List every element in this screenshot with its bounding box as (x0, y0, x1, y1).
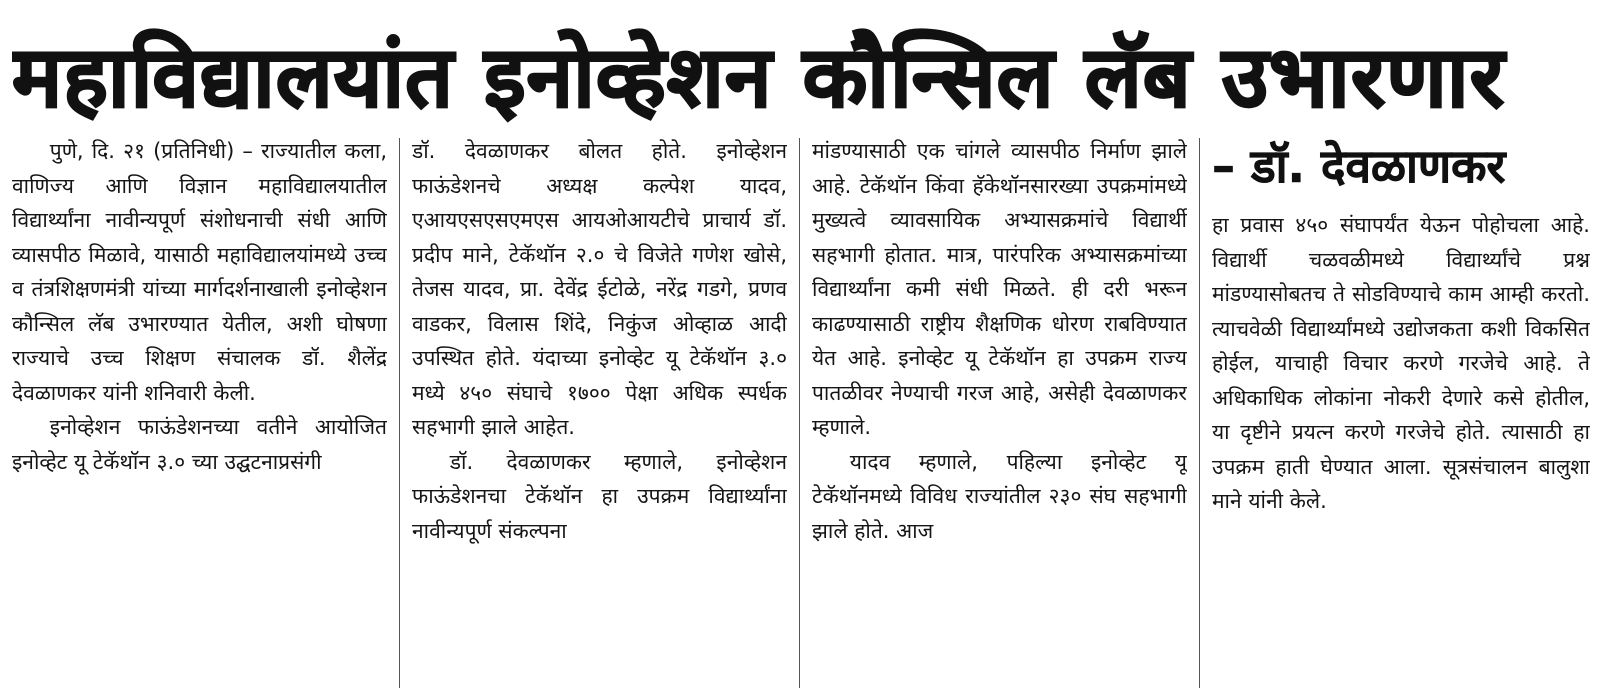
article-column-2 (412, 134, 787, 694)
article-column-4 (1212, 134, 1590, 694)
paragraph: हा प्रवास ४५० संघापर्यंत येऊन पोहोचला आहे. विद्यार्थी चळवळीमध्ये विद्यार्थ्यांचे प्रश्न मांडण्यासोबतच ते सोडविण्याचे काम आम्ही करतो. त्याचवेळी विद्यार्थ्यांमध्ये उद्योजकता कशी विकसित होईल, याचाही विचार करणे गरजेचे आहे. ते अधिकाधिक लोकांना नोकरी देणारे कसे होतील, या दृष्टीने प्रयत्न करणे गरजेचे होते. त्यासाठी हा उपक्रम हाती घेण्यात आला. सूत्रसंचालन बालुशा माने यांनी केले. (1212, 213, 1590, 513)
paragraph: डॉ. देवळाणकर म्हणाले, इनोव्हेशन फाऊंडेशनचा टेकॅथॉन हा उपक्रम विद्यार्थ्यांना नावीन्यपूर्ण संकल्पना (412, 449, 787, 543)
subheadline: – डॉ. देवळाणकर (1212, 139, 1506, 193)
paragraph: पुणे, दि. २१ (प्रतिनिधी) – राज्यातील कला, वाणिज्य आणि विज्ञान महाविद्यालयातील विद्यार्थ्यांना नावीन्यपूर्ण संशोधनाची संधी आणि व्यासपीठ मिळावे, यासाठी महाविद्यालयांमध्ये उच्च व तंत्रशिक्षणमंत्री यांच्या मार्गदर्शनाखाली इनोव्हेशन कौन्सिल लॅब उभारण्यात येतील, अशी घोषणा राज्याचे उच्च शिक्षण संचालक डॉ. शैलेंद्र देवळाणकर यांनी शनिवारी केली. (12, 139, 387, 405)
column-divider (399, 138, 400, 688)
paragraph: यादव म्हणाले, पहिल्या इनोव्हेट यू टेकॅथॉनमध्ये विविध राज्यांतील २३० संघ सहभागी झाले होते. आज (812, 449, 1187, 543)
headline: महाविद्यालयांत इनोव्हेशन कौन्सिल लॅब उभारणार (12, 28, 1506, 126)
column-divider (799, 138, 800, 688)
article-column-3 (812, 134, 1187, 694)
paragraph: डॉ. देवळाणकर बोलत होते. इनोव्हेशन फाऊंडेशनचे अध्यक्ष कल्पेश यादव, एआयएसएसएमएस आयओआयटीचे प्राचार्य डॉ. प्रदीप माने, टेकॅथॉन २.० चे विजेते गणेश खोसे, तेजस यादव, प्रा. देवेंद्र ईटोळे, नरेंद्र गडगे, प्रणव वाडकर, विलास शिंदे, निकुंज ओव्हाळ आदी उपस्थित होते. यंदाच्या इनोव्हेट यू टेकॅथॉन ३.० मध्ये ४५० संघाचे १७०० पेक्षा अधिक स्पर्धक सहभागी झाले आहेत. (412, 139, 787, 439)
paragraph: मांडण्यासाठी एक चांगले व्यासपीठ निर्माण झाले आहे. टेकॅथॉन किंवा हॅकेथॉनसारख्या उपक्रमांमध्ये मुख्यत्वे व्यावसायिक अभ्यासक्रमांचे विद्यार्थी सहभागी होतात. मात्र, पारंपरिक अभ्यासक्रमांच्या विद्यार्थ्यांना कमी संधी मिळते. ही दरी भरून काढण्यासाठी राष्ट्रीय शैक्षणिक धोरण राबविण्यात येत आहे. इनोव्हेट यू टेकॅथॉन हा उपक्रम राज्य पातळीवर नेण्याची गरज आहे, असेही देवळाणकर म्हणाले. (812, 139, 1187, 439)
column-divider (1199, 138, 1200, 688)
paragraph: इनोव्हेशन फाऊंडेशनच्या वतीने आयोजित इनोव्हेट यू टेकॅथॉन ३.० च्या उद्घटनाप्रसंगी (12, 415, 387, 474)
article-column-1 (12, 134, 387, 694)
